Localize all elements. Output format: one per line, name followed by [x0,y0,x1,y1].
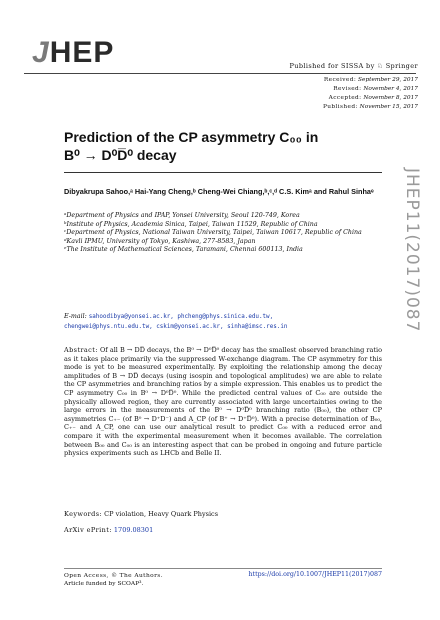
accepted-date: November 8, 2017 [363,95,418,101]
accepted-row [258,94,418,103]
email-block [64,312,384,332]
footer-rule [64,568,382,569]
accepted-label: Accepted: [328,95,362,101]
title-rule [64,172,382,173]
affiliation-a: ᵃDepartment of Physics and IPAP, Yonsei University, Seoul 120-749, Korea [64,212,300,219]
arxiv-link[interactable]: 1709.08301 [113,526,154,534]
side-article-id: JHEP11(2017)087 [402,168,422,333]
email-label: E-mail: [64,313,87,320]
footer-license [64,572,234,589]
title-line-1: Prediction of the CP asymmetry C₀₀ in [64,129,319,145]
publisher-name: Springer [385,62,418,70]
affiliation-e: ᵉThe Institute of Mathematical Sciences, Taramani, Chennai 600113, India [64,246,303,254]
published-label: Published: [322,104,358,110]
email-line-2[interactable]: chengwei@phys.ntu.edu.tw, cskim@yonsei.ac.kr, sinha@imsc.res.in [64,324,288,330]
logo-prefix: J [32,36,50,69]
affiliation-list [64,212,384,255]
publisher-line [250,62,418,70]
abstract [64,346,382,458]
received-label: Received: [323,77,357,83]
revised-label: Revised: [333,86,362,92]
logo-main: HEP [49,36,115,69]
revised-date: November 4, 2017 [363,86,418,92]
received-date: September 29, 2017 [358,77,418,83]
paper-title [64,128,364,164]
published-for-text: Published for SISSA by [289,62,375,70]
abstract-text: Of all B → DD̅ decays, the B⁰ → D⁰D̅⁰ decay has the smallest observed branching ratio as it takes place primarily via the suppressed W-exchange diagram. The CP asymmetry for this mode is yet to be measured experimentally. By exploiting the relationship among the decay amplitudes of B → DD̅ decays (using isospin and topological amplitudes) we are able to relate the CP asymmetries and branching ratios by a simple expression. This enables us to predict the CP asymmetry C₀₀ in B⁰ → D⁰D̅⁰. While the predicted central values of C₀₀ are outside the physically allowed region, they are currently associated with large uncertainties owing to the large errors in the measurements of the B⁰ → D⁰D̅⁰ branching ratio (B₀₀), the other CP asymmetries C₊₋ (of B⁰ → D⁺D⁻) and A_CP (of B⁺ → D⁺D̅⁰). With a precise determination of B₀₀, C₊₋ and A_CP, one can use our analytical result to predict C₀₀ with a reduced error and compare it with the experimental measurement when it becomes available. The correlation between B₀₀ and C₀₀ is an interesting aspect that can be probed in ongoing and future particle physics experiments such as LHCb and Belle II. [64,346,382,458]
header-rule [24,73,416,74]
published-row [258,103,418,112]
keywords-text: CP violation, Heavy Quark Physics [104,510,219,518]
springer-icon: ♘ [376,62,384,70]
funding-text: Article funded by SCOAP³. [64,581,144,588]
keywords-label: Keywords: [64,510,103,518]
journal-logo [32,36,136,76]
affiliation-d: ᵈKavli IPMU, University of Tokyo, Kashiwa, 277-8583, Japan [64,237,256,245]
abstract-label: Abstract: [64,346,98,354]
arxiv-label: ArXiv ePrint: [64,526,112,534]
received-row [258,76,418,85]
title-line-2: B⁰ → D⁰D̅⁰ decay [64,147,177,163]
arxiv-eprint [64,526,382,534]
open-access-text: Open Access, © The Authors. [64,573,163,579]
keywords [64,510,382,518]
affiliation-c: ᶜDepartment of Physics, National Taiwan University, Taipei, Taiwan 10617, Republic of China [64,229,362,237]
published-date: November 15, 2017 [359,104,418,110]
revised-row [258,85,418,94]
doi-link[interactable]: https://doi.org/10.1007/JHEP11(2017)087 [248,571,382,578]
author-list: Dibyakrupa Sahoo,ᵃ Hai-Yang Cheng,ᵇ Cheng-Wei Chiang,ᵇ,ᶜ,ᵈ C.S. Kimᵃ and Rahul Sinhaᵉ [64,187,374,196]
affiliation-b: ᵇInstitute of Physics, Academia Sinica, Taipei, Taiwan 11529, Republic of China [64,220,318,228]
article-dates [258,76,418,112]
email-line-1[interactable]: sahoodibya@yonsei.ac.kr, phcheng@phys.sinica.edu.tw, [88,314,274,320]
